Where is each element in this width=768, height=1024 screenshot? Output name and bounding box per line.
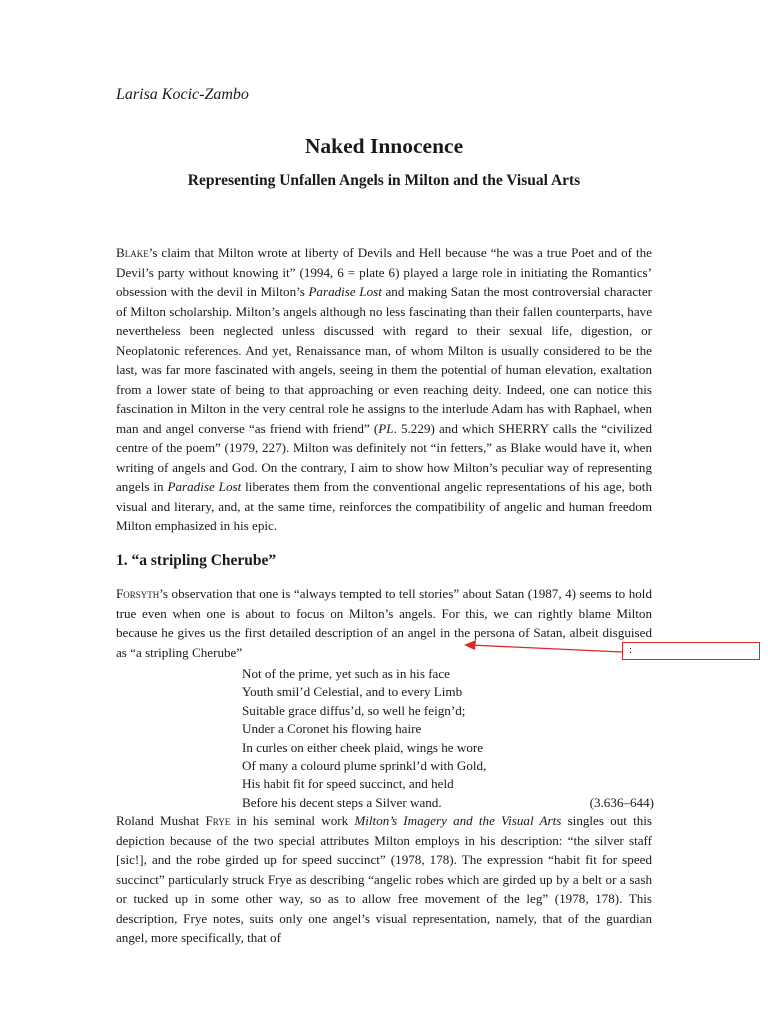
text-run: calls the “civilized centre of the poem” (1979, 227). Milton was definitely not “in fetters,” as Blake would have it, when writing of angels and God. On the contrary, I aim to show how Milton’s peculiar way of representing angels in	[116, 420, 652, 494]
work-abbr: PL	[378, 420, 394, 436]
text-run: ’s observation that one is “always tempted to tell stories” about Satan (1987, 4) seems to hold true even when one is about to focus on Milton’s angels. For this, we can rightly blame Milton because he gives us the first detailed description of an angel in the persona of Satan, albeit disguised as “a stripling Cherube”	[116, 586, 652, 660]
author-ref-forsyth: Forsyth	[116, 586, 160, 601]
work-title: Paradise Lost	[167, 479, 242, 494]
verse-line-text: Before his decent steps a Silver wand.	[242, 794, 442, 810]
work-title: Paradise Lost	[308, 284, 382, 299]
arrow-head-icon	[464, 640, 476, 650]
section-heading: 1. “a stripling Cherube”	[116, 552, 277, 569]
verse-line: In curles on either cheek plaid, wings he wore	[242, 739, 484, 755]
work-title: Milton’s Imagery and the Visual Arts	[354, 813, 562, 828]
text-run: liberates them from the conventional angelic representations of his age, both visual and literary, and, at the same time, reinforces the compatibility of angelic and human freedom Milton emphasized in his epic.	[116, 479, 652, 533]
paper-subtitle: Representing Unfallen Angels in Milton and the Visual Arts	[187, 172, 581, 189]
annotation-note-box[interactable]: :	[622, 642, 760, 660]
text-run: Roland Mushat	[116, 813, 206, 828]
verse-line: Suitable grace diffus’d, so well he feign’d;	[242, 702, 466, 718]
verse-line: Not of the prime, yet such as in his face	[242, 666, 450, 681]
verse-citation: (3.636–644)	[589, 794, 654, 810]
verse-line: Youth smil’d Celestial, and to every Limb	[242, 684, 463, 700]
text-run: and making Satan the most controversial character of Milton scholarship. Milton’s angels although no less fascinating than their fallen counterparts, have nevertheless been neglected unless discussed with regard to their sexual life, digestion, or Neoplatonic references. And yet, Renaissance man, of whom Milton is usually considered to be the last, was far more fascinated with angels, seeing in them the potential of human elevation, exaltation from a lower state of being to that approaching or even reaching deity. Indeed, one can notice this fascination in Milton in the very central role he assigns to the interlude Adam has with Raphael, when man and angel converse “as friend with friend” (	[116, 284, 652, 436]
author-ref-sherry: SHERRY	[498, 420, 549, 436]
paper-title: Naked Innocence	[304, 134, 464, 158]
author-ref-blake: Blake	[116, 245, 149, 260]
author-name: Larisa Kocic-Zambo	[116, 86, 249, 103]
text-run: in his seminal work	[230, 813, 355, 828]
verse-line: Under a Coronet his flowing haire	[242, 721, 422, 737]
arrow-line	[470, 645, 622, 652]
author-ref-frye: Frye	[205, 813, 231, 828]
verse-line: Of many a colourd plume sprinkl’d with Gold,	[242, 758, 487, 774]
text-run: . 5.229) and which	[393, 420, 499, 436]
text-run: singles out this depiction because of the two special attributes Milton employs in his description: “the silver staff [sic!], and the robe girded up for speed succinct” (1978, 178). The expression “habit fit for speed succinct” particularly struck Frye as describing “angelic robes which are girded up by a belt or a sash or tucked up in some other way, so as to allow free movement of the leg” (1978, 178). This description, Frye notes, suits only one angel’s visual representation, namely, that of the guardian angel, more specifically, that of	[116, 813, 652, 945]
text-run: ’s claim that Milton wrote at liberty of Devils and Hell because “he was a true Poet and of the Devil’s party without knowing it” (1994, 6 = plate 6) played a large role in initiating the Romantics’ obsession with the devil in Milton’s	[116, 245, 652, 299]
verse-line: His habit fit for speed succinct, and held	[242, 776, 454, 792]
